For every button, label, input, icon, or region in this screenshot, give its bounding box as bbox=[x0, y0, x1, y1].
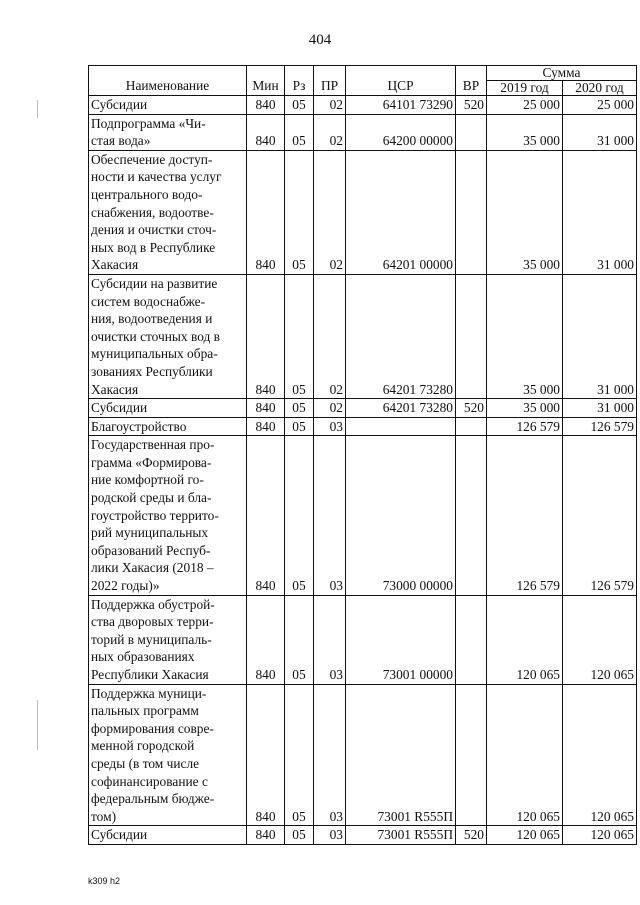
table-row bbox=[89, 417, 637, 436]
cell-rz: 05 bbox=[285, 595, 314, 684]
header-rz: Рз bbox=[285, 66, 314, 96]
cell-min: 840 bbox=[247, 684, 285, 826]
cell-name: Поддержка обустрой- ства дворовых терри- торий в муниципаль- ных образованиях Республики Хакасия bbox=[89, 595, 247, 684]
header-vr: ВР bbox=[456, 66, 487, 96]
cell-vr: 520 bbox=[456, 96, 487, 115]
cell-pr: 02 bbox=[314, 114, 346, 150]
cell-vr bbox=[456, 436, 487, 595]
table-row bbox=[89, 96, 637, 115]
cell-min: 840 bbox=[247, 96, 285, 115]
table-row bbox=[89, 399, 637, 418]
cell-min: 840 bbox=[247, 114, 285, 150]
page-number: 404 bbox=[308, 32, 332, 48]
cell-name: Субсидии на развитие систем водоснабже- ния, водоотведения и очистки сточных вод в муниципальных обра- зованиях Республики Хакасия bbox=[89, 274, 247, 398]
cell-2020: 126 579 bbox=[563, 417, 637, 436]
cell-2020: 31 000 bbox=[563, 114, 637, 150]
cell-2020: 31 000 bbox=[563, 399, 637, 418]
cell-2019: 35 000 bbox=[487, 150, 563, 274]
cell-2020: 120 065 bbox=[563, 684, 637, 826]
cell-rz: 05 bbox=[285, 684, 314, 826]
header-min: Мин bbox=[247, 66, 285, 96]
table-row bbox=[89, 826, 637, 845]
cell-csr: 64201 00000 bbox=[346, 150, 456, 274]
cell-2019: 25 000 bbox=[487, 96, 563, 115]
table-body bbox=[89, 96, 637, 845]
cell-rz: 05 bbox=[285, 96, 314, 115]
cell-min: 840 bbox=[247, 436, 285, 595]
cell-pr: 03 bbox=[314, 436, 346, 595]
cell-csr: 64200 00000 bbox=[346, 114, 456, 150]
cell-name: Субсидии bbox=[89, 399, 247, 418]
header-sum: Сумма bbox=[487, 66, 637, 81]
table-row bbox=[89, 114, 637, 150]
cell-vr bbox=[456, 150, 487, 274]
cell-2019: 120 065 bbox=[487, 826, 563, 845]
table-row bbox=[89, 684, 637, 826]
cell-vr bbox=[456, 274, 487, 398]
cell-2020: 31 000 bbox=[563, 274, 637, 398]
cell-rz: 05 bbox=[285, 150, 314, 274]
table-row bbox=[89, 595, 637, 684]
cell-min: 840 bbox=[247, 826, 285, 845]
cell-name: Обеспечение доступ- ности и качества услуг центрального водо- снабжения, водоотве- дения и очистки сточ- ных вод в Республике Хакасия bbox=[89, 150, 247, 274]
cell-rz: 05 bbox=[285, 114, 314, 150]
header-year-2020: 2020 год bbox=[563, 81, 637, 96]
table-row bbox=[89, 274, 637, 398]
header-csr: ЦСР bbox=[346, 66, 456, 96]
cell-min: 840 bbox=[247, 150, 285, 274]
cell-2019: 35 000 bbox=[487, 399, 563, 418]
cell-csr: 73001 00000 bbox=[346, 595, 456, 684]
cell-vr bbox=[456, 684, 487, 826]
cell-pr: 03 bbox=[314, 684, 346, 826]
cell-2019: 120 065 bbox=[487, 684, 563, 826]
cell-name: Подпрограмма «Чи- стая вода» bbox=[89, 114, 247, 150]
cell-pr: 02 bbox=[314, 96, 346, 115]
table-row bbox=[89, 150, 637, 274]
cell-pr: 03 bbox=[314, 417, 346, 436]
cell-2019: 35 000 bbox=[487, 114, 563, 150]
cell-2019: 126 579 bbox=[487, 417, 563, 436]
cell-name: Субсидии bbox=[89, 826, 247, 845]
cell-vr: 520 bbox=[456, 826, 487, 845]
cell-pr: 02 bbox=[314, 399, 346, 418]
cell-csr: 64201 73280 bbox=[346, 399, 456, 418]
cell-min: 840 bbox=[247, 399, 285, 418]
table-header bbox=[89, 66, 637, 96]
cell-vr bbox=[456, 595, 487, 684]
cell-rz: 05 bbox=[285, 826, 314, 845]
cell-2019: 120 065 bbox=[487, 595, 563, 684]
cell-vr bbox=[456, 417, 487, 436]
margin-mark bbox=[37, 700, 38, 750]
footer-code: k309 h2 bbox=[88, 876, 121, 886]
cell-name: Поддержка муници- пальных программ формирования совре- менной городской среды (в том числе софинансирование с федеральным бюдже- том) bbox=[89, 684, 247, 826]
cell-pr: 02 bbox=[314, 274, 346, 398]
cell-min: 840 bbox=[247, 417, 285, 436]
cell-csr: 73001 R555П bbox=[346, 826, 456, 845]
budget-table bbox=[88, 65, 637, 845]
cell-2019: 126 579 bbox=[487, 436, 563, 595]
cell-2020: 25 000 bbox=[563, 96, 637, 115]
cell-csr: 64201 73280 bbox=[346, 274, 456, 398]
header-pr: ПР bbox=[314, 66, 346, 96]
cell-csr: 64101 73290 bbox=[346, 96, 456, 115]
cell-csr: 73000 00000 bbox=[346, 436, 456, 595]
margin-mark bbox=[37, 100, 38, 118]
cell-pr: 02 bbox=[314, 150, 346, 274]
cell-vr bbox=[456, 114, 487, 150]
cell-name: Субсидии bbox=[89, 96, 247, 115]
cell-name: Государственная про- грамма «Формирова- ние комфортной го- родской среды и бла- гоустройство террито- рий муниципальных образований Респуб- лики Хакасия (2018 – 2022 годы)» bbox=[89, 436, 247, 595]
cell-min: 840 bbox=[247, 595, 285, 684]
cell-min: 840 bbox=[247, 274, 285, 398]
cell-rz: 05 bbox=[285, 399, 314, 418]
cell-2020: 120 065 bbox=[563, 595, 637, 684]
cell-name: Благоустройство bbox=[89, 417, 247, 436]
cell-vr: 520 bbox=[456, 399, 487, 418]
cell-rz: 05 bbox=[285, 417, 314, 436]
header-year-2019: 2019 год bbox=[487, 81, 563, 96]
cell-rz: 05 bbox=[285, 274, 314, 398]
cell-2020: 126 579 bbox=[563, 436, 637, 595]
cell-rz: 05 bbox=[285, 436, 314, 595]
cell-csr bbox=[346, 417, 456, 436]
cell-csr: 73001 R555П bbox=[346, 684, 456, 826]
cell-pr: 03 bbox=[314, 595, 346, 684]
cell-2019: 35 000 bbox=[487, 274, 563, 398]
cell-2020: 31 000 bbox=[563, 150, 637, 274]
header-name: Наименование bbox=[89, 66, 247, 96]
cell-pr: 03 bbox=[314, 826, 346, 845]
table-row bbox=[89, 436, 637, 595]
cell-2020: 120 065 bbox=[563, 826, 637, 845]
